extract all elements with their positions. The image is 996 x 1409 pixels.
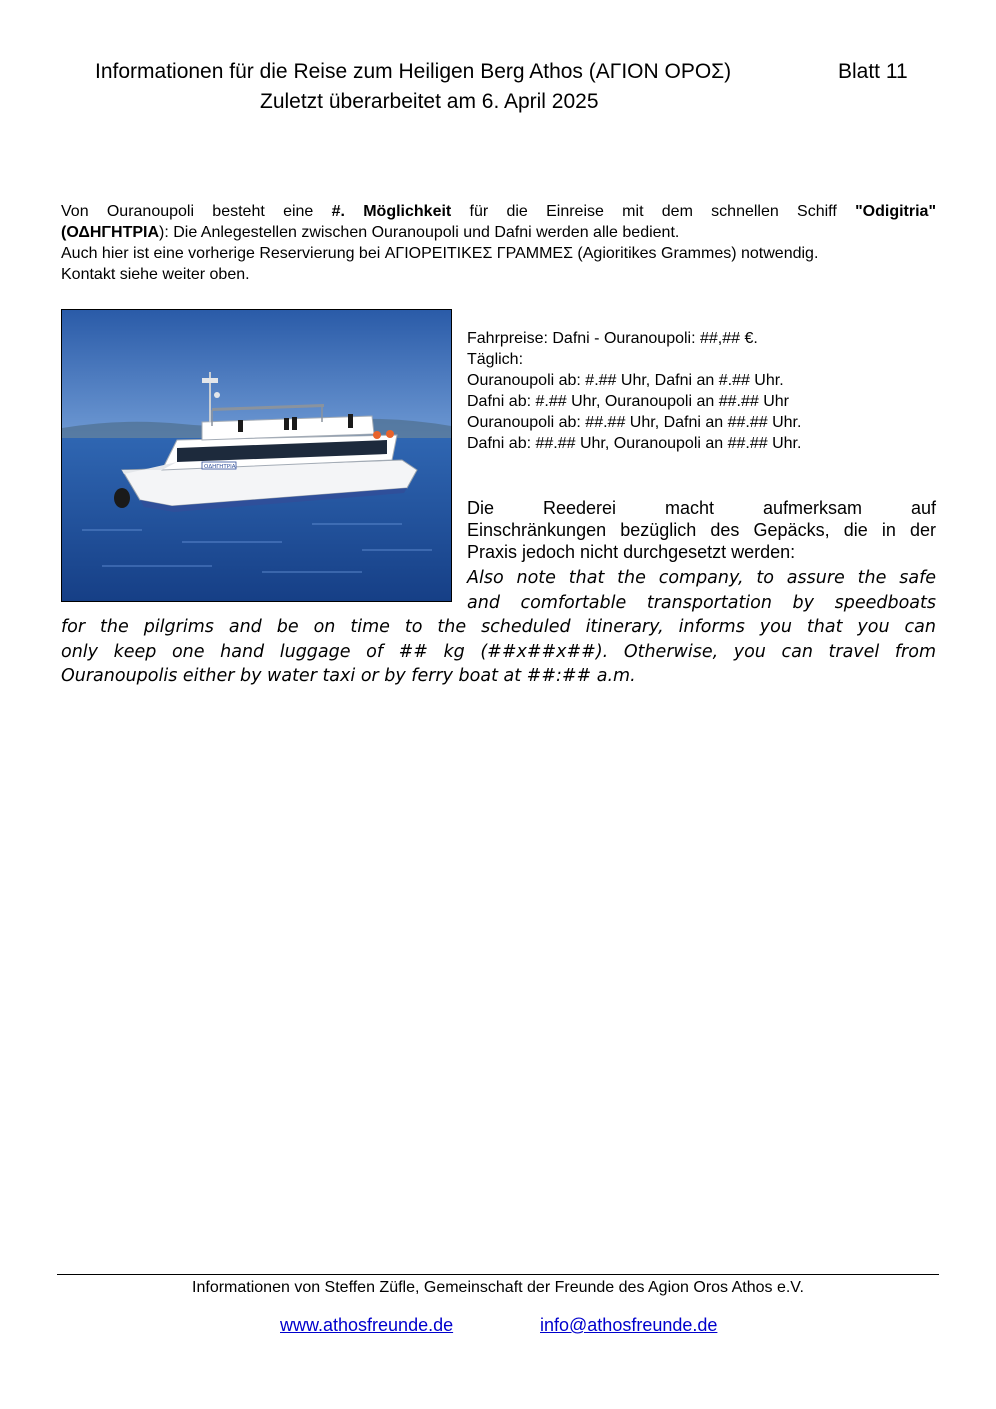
luggage-notice	[467, 497, 936, 563]
website-link[interactable]: www.athosfreunde.de	[280, 1315, 454, 1335]
ferry-photo	[61, 309, 452, 602]
intro-text	[61, 201, 936, 285]
fare-line: Täglich:	[467, 351, 524, 368]
english-quote	[61, 566, 936, 689]
intro-line-2: (ΟΔΗΓΗΤΡΙΑ): Die Anlegestellen zwischen Ouranoupoli und Dafni werden alle bedient.	[61, 224, 680, 241]
last-updated: Zuletzt überarbeitet am 6. April 2025	[260, 90, 599, 113]
quote-line: for the pilgrims and be on time to the scheduled itinerary, informs you that you can	[61, 617, 936, 637]
boat-name-label: ΟΔΗΓΗΤΡΙΑ	[204, 464, 236, 470]
notice-line: Einschränkungen bezüglich des Gepäcks, die in der	[467, 520, 936, 540]
fare-line: Dafni ab: #.## Uhr, Ouranoupoli an ##.## Uhr	[467, 393, 789, 410]
fare-schedule	[467, 328, 801, 454]
ferry-illustration	[62, 310, 451, 601]
quote-line: only keep one hand luggage of ## kg (##x##x##). Otherwise, you can travel from	[61, 641, 936, 662]
fare-line: Ouranoupoli ab: ##.## Uhr, Dafni an ##.## Uhr.	[467, 414, 802, 431]
intro-line-4: Kontakt siehe weiter oben.	[61, 266, 250, 283]
quote-line: Also note that the company, to assure the safe	[467, 568, 936, 588]
fare-line: Dafni ab: ##.## Uhr, Ouranoupoli an ##.## Uhr.	[467, 435, 802, 452]
notice-line: Die Reederei macht aufmerksam auf	[467, 498, 936, 518]
page-header-title: Informationen für die Reise zum Heiligen Berg Athos (ΑΓΙΟΝ ΟΡΟΣ)	[95, 60, 732, 83]
footer-credit: Informationen von Steffen Züfle, Gemeinschaft der Freunde des Agion Oros Athos e.V.	[192, 1279, 804, 1296]
intro-line-3: Auch hier ist eine vorherige Reservierung bei ΑΓΙΟΡΕΙΤΙΚΕΣ ΓΡΑΜΜΕΣ (Agioritikes Grammes) notwendig.	[61, 245, 819, 262]
notice-line: Praxis jedoch nicht durchgesetzt werden:	[467, 542, 796, 562]
footer-divider	[57, 1274, 939, 1275]
quote-line: and comfortable transportation by speedboats	[467, 592, 936, 613]
sheet-number: Blatt 11	[838, 60, 908, 83]
email-link[interactable]: info@athosfreunde.de	[540, 1315, 718, 1335]
fare-line: Fahrpreise: Dafni - Ouranoupoli: ##,## €.	[467, 330, 758, 347]
fare-line: Ouranoupoli ab: #.## Uhr, Dafni an #.## Uhr.	[467, 372, 784, 389]
quote-line: Ouranoupolis either by water taxi or by ferry boat at ##:## a.m.	[61, 666, 636, 686]
intro-line-1: Von Ouranoupoli besteht eine #. Möglichkeit für die Einreise mit dem schnellen Schiff "Odigitria"	[61, 203, 937, 220]
